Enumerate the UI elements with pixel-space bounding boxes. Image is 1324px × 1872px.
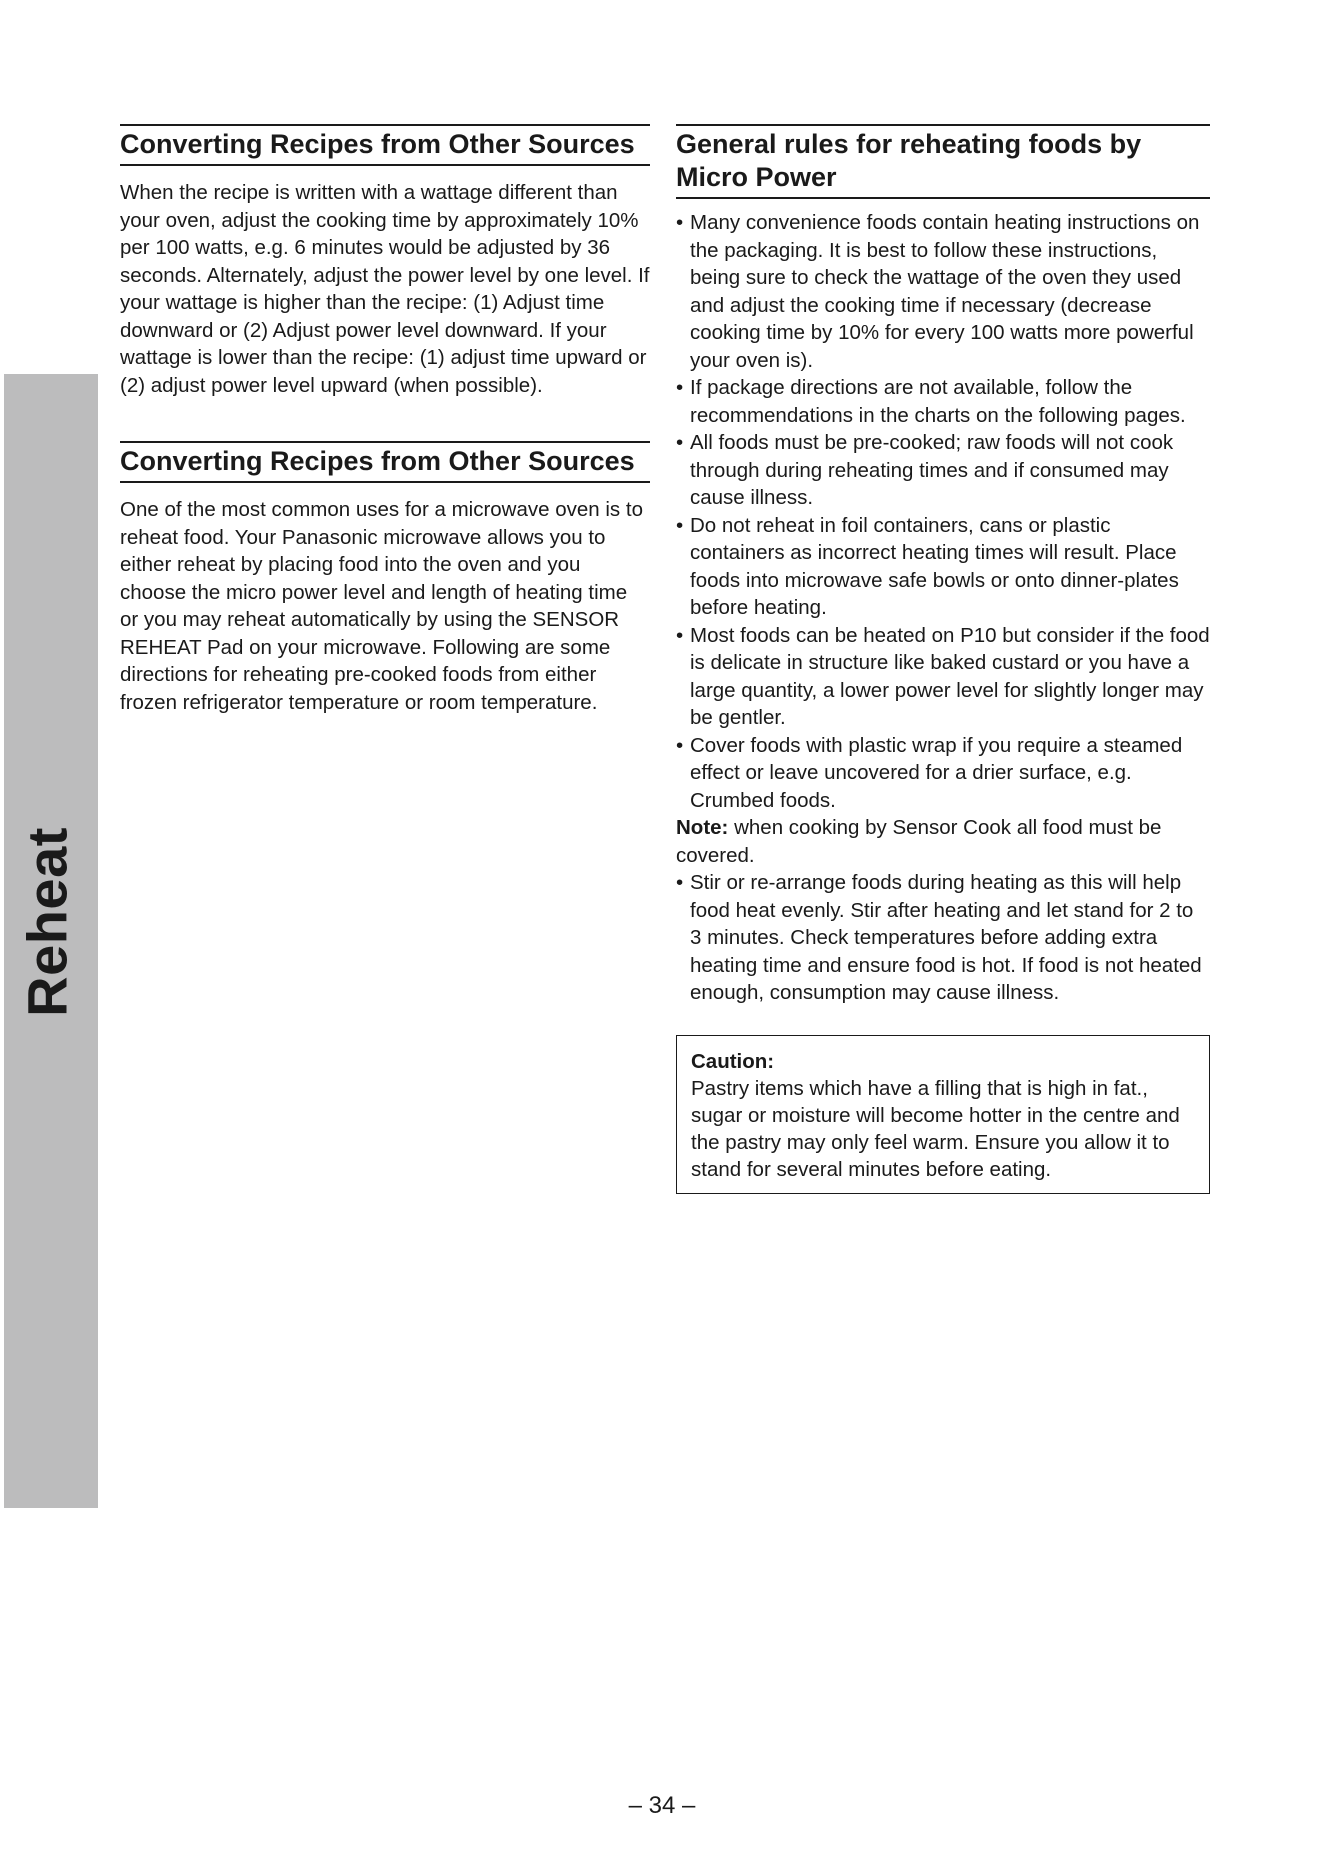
section-heading: Converting Recipes from Other Sources (120, 124, 650, 166)
list-item (676, 622, 1210, 732)
bullet-icon: • (676, 431, 684, 454)
list-item-text: Stir or re-arrange foods during heating as this will help food heat evenly. Stir after heating and let stand for 2 to 3 minutes. Check temperatures before adding extra heating time and ensure food is hot. If food is not heated enough, consumption may cause illness. (690, 871, 1202, 1004)
list-item (676, 374, 1210, 429)
list-item (676, 732, 1210, 815)
caution-box (676, 1035, 1210, 1194)
reheating-rules-list-continued (676, 869, 1210, 1007)
section-body-text: When the recipe is written with a wattage different than your oven, adjust the cooking time by approximately 10% per 100 watts, e.g. 6 minutes would be adjusted by 36 seconds. Alternately, adjust the power level by one level. If your wattage is higher than the recipe: (1) Adjust time downward or (2) Adjust power level downward. If your wattage is lower than the recipe: (1) adjust time upward or (2) adjust power level upward (when possible). (120, 181, 650, 397)
note-label: Note: (676, 816, 729, 839)
list-item-text: Do not reheat in foil containers, cans or plastic containers as incorrect heating times will result. Place foods into microwave safe bowls or onto dinner-plates before heating. (690, 513, 1179, 619)
left-column (120, 124, 650, 716)
bullet-icon: • (676, 623, 684, 647)
list-item-text: Cover foods with plastic wrap if you require a steamed effect or leave uncovered for a drier surface, e.g. Crumbed foods. (690, 733, 1183, 812)
bullet-icon: • (676, 513, 684, 537)
list-item (676, 209, 1210, 374)
caution-text: Pastry items which have a filling that is high in fat., sugar or moisture will become hotter in the centre and the pastry may only feel warm. Ensure you allow it to stand for several minutes before eating. (691, 1076, 1180, 1181)
list-item (676, 869, 1210, 1007)
right-column (676, 124, 1210, 1194)
page-number: – 34 – (628, 1792, 696, 1819)
section-reheat-intro (120, 441, 650, 716)
list-item (676, 429, 1210, 512)
bullet-icon: • (676, 211, 684, 234)
sensor-cook-note (676, 814, 1210, 869)
section-converting-recipes (120, 124, 650, 399)
bullet-icon: • (676, 733, 684, 757)
list-item-text: If package directions are not available, follow the recommendations in the charts on the following pages. (690, 376, 1186, 427)
list-item-text: Most foods can be heated on P10 but consider if the food is delicate in structure like baked custard or you have a large quantity, a lower power level for slightly longer may be gentler. (690, 623, 1210, 729)
caution-title: Caution: (691, 1049, 775, 1073)
list-item-text: All foods must be pre-cooked; raw foods will not cook through during reheating times and if consumed may cause illness. (690, 431, 1174, 509)
note-text: when cooking by Sensor Cook all food must be covered. (676, 816, 1162, 867)
section-heading: Converting Recipes from Other Sources (120, 441, 650, 483)
reheating-rules-list (676, 209, 1210, 814)
list-item (676, 512, 1210, 622)
side-tab-label: Reheat (15, 827, 79, 1017)
section-body-text: One of the most common uses for a microwave oven is to reheat food. Your Panasonic microwave allows you to either reheat by placing food into the oven and you choose the micro power level and length of heating time or you may reheat automatically by using the SENSOR REHEAT Pad on your microwave. Following are some directions for reheating pre-cooked foods from either frozen refrigerator temperature or room temperature. (120, 498, 643, 714)
bullet-icon: • (676, 376, 684, 399)
list-item-text: Many convenience foods contain heating instructions on the packaging. It is best to follow these instructions, being sure to check the wattage of the oven they used and adjust the cooking time if necessary (decrease cooking time by 10% for every 100 watts more powerful your oven is). (690, 211, 1200, 372)
bullet-icon: • (676, 871, 684, 894)
section-heading: General rules for reheating foods by Micro Power (676, 124, 1210, 199)
